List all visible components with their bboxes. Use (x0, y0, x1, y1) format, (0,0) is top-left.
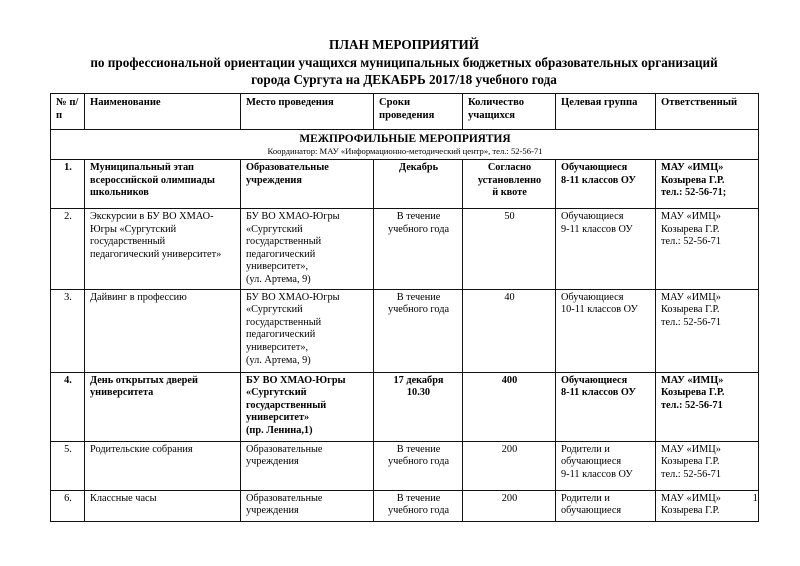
table-row (51, 160, 759, 209)
row-responsible-line-3: тел.: 52-56-71 (661, 399, 723, 411)
row-place-line-5: университет», (246, 261, 309, 273)
row-group-line-1: Родители и (561, 443, 610, 455)
row-target-group (556, 490, 656, 521)
row-group-line-2: обучающиеся (561, 505, 622, 517)
row-responsible-line-3: тел.: 52-56-71 (661, 468, 721, 480)
row-responsible-line-1: МАУ «ИМЦ» (661, 374, 724, 386)
row-group-line-1: Обучающиеся (561, 162, 628, 173)
row-responsible (656, 289, 759, 372)
column-header-group-line-2: группа (604, 97, 638, 108)
row-responsible-line-3: тел.: 52-56-71 (661, 236, 721, 248)
row-responsible-line-1: МАУ «ИМЦ» (661, 443, 721, 455)
row-count (463, 160, 556, 209)
column-header-count-line-1: Количество (468, 97, 525, 108)
row-group-line-1: Обучающиеся (561, 374, 628, 386)
section-coordinator: Координатор: МАУ «Информационно-методический центр», тел.: 52-56-71 (267, 146, 543, 156)
row-place-line-1: БУ ВО ХМАО-Югры (246, 211, 340, 222)
row-target-group (556, 289, 656, 372)
row-place (241, 209, 374, 290)
row-date (374, 209, 463, 290)
column-header-responsible: Ответственный (656, 94, 759, 130)
row-number: 6. (51, 490, 85, 521)
column-header-dates-line-2: проведения (379, 109, 435, 121)
row-responsible-line-1: МАУ «ИМЦ» (661, 211, 721, 222)
row-place: Образовательные учреждения (241, 160, 374, 209)
column-header-number (51, 94, 85, 130)
row-date-line-2: учебного года (387, 505, 450, 517)
row-number: 4. (51, 372, 85, 441)
row-count: 400 (463, 372, 556, 441)
table-header-row (51, 94, 759, 130)
table-header (51, 94, 759, 130)
row-place-line-2: «Сургутский (246, 223, 303, 235)
row-event-name: День открытых дверей университета (85, 372, 241, 441)
section-header-cell (51, 130, 759, 160)
row-date-line-1: В течение (396, 211, 441, 222)
row-count: 200 (463, 441, 556, 490)
row-date-line-1: В течение (396, 291, 441, 303)
row-group-line-1: Обучающиеся (561, 291, 624, 303)
row-responsible (656, 490, 759, 521)
row-event-name: Дайвинг в профессию (85, 289, 241, 372)
section-header-row (51, 130, 759, 160)
row-number: 3. (51, 289, 85, 372)
row-place-line-3: государственный (246, 316, 322, 328)
row-date-line-2: учебного года (387, 304, 450, 316)
row-count-line-1: Согласно (487, 162, 532, 173)
row-group-line-2: 8-11 классов ОУ (561, 387, 636, 399)
row-place-line-6: (ул. Артема, 9) (246, 273, 311, 285)
row-place-line-5: (пр. Ленина,1) (246, 424, 313, 436)
table-row (51, 289, 759, 372)
title-line-1: ПЛАН МЕРОПРИЯТИЙ (328, 37, 480, 52)
page-title (50, 36, 758, 89)
row-responsible-line-1: МАУ «ИМЦ» (661, 291, 721, 303)
section-title: МЕЖПРОФИЛЬНЫЕ МЕРОПРИЯТИЯ (299, 133, 511, 145)
row-responsible-line-2: Козырева Г.Р. (661, 304, 720, 316)
row-place (241, 490, 374, 521)
row-date (374, 372, 463, 441)
title-line-2: по профессиональной ориентации учащихся муниципальных бюджетных образовательных организаций (90, 54, 718, 70)
row-date: Декабрь (374, 160, 463, 209)
row-group-line-1: Родители и (561, 492, 610, 504)
row-place (241, 289, 374, 372)
row-place (241, 441, 374, 490)
row-count-line-3: й квоте (492, 187, 527, 199)
row-place-line-4: педагогический (246, 329, 316, 341)
row-target-group (556, 372, 656, 441)
row-group-line-2: обучающиеся (561, 456, 622, 468)
row-responsible (656, 441, 759, 490)
row-date (374, 289, 463, 372)
table-row (51, 372, 759, 441)
row-responsible-line-2: Козырева Г.Р. (661, 223, 720, 235)
row-place-line-3: государственный (246, 399, 327, 411)
row-date-line-1: В течение (396, 443, 441, 455)
row-date-line-2: 10.30 (406, 387, 431, 399)
row-count-line-2: установленно (477, 174, 542, 186)
row-count: 200 (463, 490, 556, 521)
row-responsible-line-2: Козырева Г.Р. (661, 456, 720, 468)
row-group-line-3: 9-11 классов ОУ (561, 468, 633, 480)
row-number: 1. (51, 160, 85, 209)
column-header-number-line-1: № (56, 97, 67, 108)
column-header-count-line-2: учащихся (468, 109, 516, 121)
plan-table (50, 93, 759, 522)
row-place-line-2: учреждения (246, 456, 299, 468)
table-row (51, 441, 759, 490)
row-target-group (556, 209, 656, 290)
row-responsible-line-1: МАУ «ИМЦ» (661, 492, 721, 504)
row-responsible (656, 160, 759, 209)
row-date-line-1: В течение (396, 492, 441, 504)
row-place-line-5: университет», (246, 341, 309, 353)
row-date (374, 490, 463, 521)
column-header-name: Наименование (85, 94, 241, 130)
table-row (51, 209, 759, 290)
row-event-name: Экскурсии в БУ ВО ХМАО-Югры «Сургутский государственный педагогический университет» (85, 209, 241, 290)
row-date (374, 441, 463, 490)
row-responsible-line-3: тел.: 52-56-71; (661, 187, 727, 199)
row-responsible-line-1: МАУ «ИМЦ» (661, 162, 724, 173)
row-place-line-2: «Сургутский (246, 387, 307, 399)
row-count: 50 (463, 209, 556, 290)
row-target-group (556, 160, 656, 209)
column-header-dates-line-1: Сроки (379, 97, 411, 108)
row-number: 2. (51, 209, 85, 290)
table-row (51, 490, 759, 521)
row-place-line-4: университет» (246, 412, 310, 424)
row-responsible-line-2: Козырева Г.Р. (661, 387, 725, 399)
row-place-line-2: «Сургутский (246, 304, 303, 316)
row-responsible-line-3: тел.: 52-56-71 (661, 316, 721, 328)
row-place-line-1: БУ ВО ХМАО-Югры (246, 374, 346, 386)
row-date-line-1: 17 декабря (393, 374, 444, 386)
row-group-line-1: Обучающиеся (561, 211, 624, 222)
row-responsible (656, 372, 759, 441)
row-place-line-6: (ул. Артема, 9) (246, 354, 311, 366)
row-number: 5. (51, 441, 85, 490)
row-event-name: Муниципальный этап всероссийской олимпиады школьников (85, 160, 241, 209)
row-event-name: Родительские собрания (85, 441, 241, 490)
column-header-number-line-2: п/п (56, 97, 79, 121)
row-place-line-1: Образовательные (246, 492, 323, 504)
row-responsible-line-2: Козырева Г.Р. (661, 174, 725, 186)
row-place-line-4: педагогический (246, 248, 316, 260)
column-header-group-line-1: Целевая (561, 97, 602, 108)
row-place-line-1: БУ ВО ХМАО-Югры (246, 291, 340, 303)
column-header-group (556, 94, 656, 130)
row-responsible (656, 209, 759, 290)
column-header-place: Место проведения (241, 94, 374, 130)
row-date-line-2: учебного года (387, 223, 450, 235)
page-number: 1 (752, 492, 758, 504)
title-line-3: города Сургута на ДЕКАБРЬ 2017/18 учебного года (251, 72, 557, 87)
row-target-group (556, 441, 656, 490)
row-group-line-2: 9-11 классов ОУ (561, 223, 633, 235)
row-group-line-2: 8-11 классов ОУ (561, 174, 636, 186)
row-place-line-2: учреждения (246, 505, 299, 517)
row-event-name: Классные часы (85, 490, 241, 521)
row-place-line-3: государственный (246, 236, 322, 248)
row-date-line-2: учебного года (387, 456, 450, 468)
row-group-line-2: 10-11 классов ОУ (561, 304, 638, 316)
column-header-dates (374, 94, 463, 130)
column-header-count (463, 94, 556, 130)
row-count: 40 (463, 289, 556, 372)
row-place (241, 372, 374, 441)
row-place-line-1: Образовательные (246, 443, 323, 455)
row-responsible-line-2: Козырева Г.Р. (661, 505, 720, 517)
